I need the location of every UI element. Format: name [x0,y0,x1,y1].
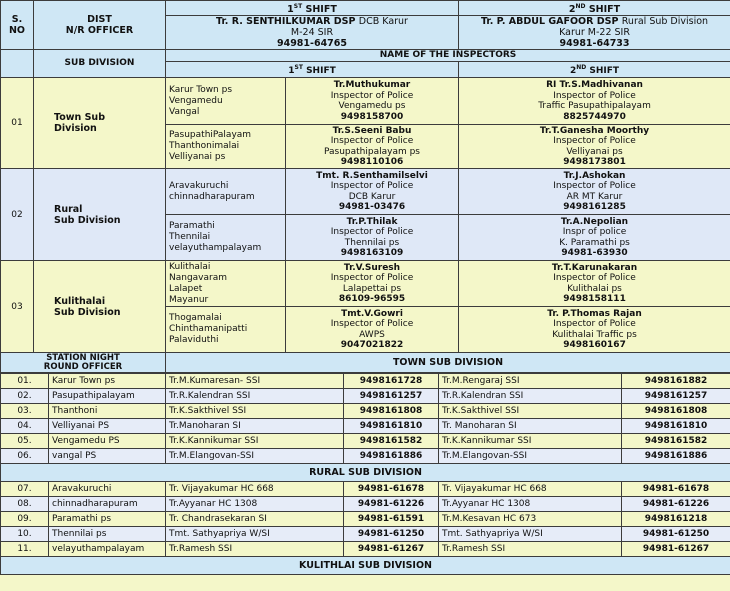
shift2-officer-phone: 9498161882 [622,374,730,389]
division-name-line1: Rural [54,203,83,215]
station-sno: 06. [1,449,49,464]
inspector-phone: 94981-03476 [338,202,406,213]
shift1-officer-name: Tr. Chandrasekaran SI [166,512,344,527]
shift1-num: 1 [287,4,294,16]
nr-officer-label: N/R OFFICER [65,25,134,37]
inspector-name: Tr.J.Ashokan [563,170,626,181]
ins-shift1-word: SHIFT [306,66,336,77]
inspector-phone: 9498110106 [340,157,404,168]
shift1-officer-name: Tr.Ramesh SSI [166,542,344,557]
ins-shift2-sup: ND [576,64,587,72]
inspector-name: Tmt.V.Gowri [341,308,403,319]
shift1-officer-name: Tr. Vijayakumar HC 668 [166,482,344,497]
inspector-shift2 [459,307,730,353]
division-row [1,169,730,215]
inspector-phone: 9498160167 [563,340,626,351]
shift2-officer-name: Tr.M.Rengaraj SSI [439,374,622,389]
shift1-officer-name: Tmt. Sathyapriya W/SI [166,527,344,542]
station-header-line2: ROUND OFFICER [43,361,123,372]
area-line: chinnadharapuram [169,191,255,202]
shift1-officer-name: Tr.M.Kumaresan- SSI [166,374,344,389]
shift2-dsp-unit: Rural Sub Division [621,16,709,28]
inspector-name: Tr. P.Thomas Rajan [547,308,642,319]
subheader-row-1 [1,50,730,62]
inspector-name: Tr.P.Thilak [346,216,398,227]
station-name: Karur Town ps [49,374,166,389]
shift1-word: SHIFT [305,4,337,16]
subheader-blank [1,50,34,78]
shift2-dsp-phone: 94981-64733 [559,38,630,50]
ins-shift2-num: 2 [569,66,577,77]
inspector-rank: Inspector of Police [553,90,636,101]
area-line: Nangavaram [169,272,228,283]
inspector-phone: 9498161285 [563,202,626,213]
shift2-officer [459,1,730,50]
station-name: Velliyanai PS [49,419,166,434]
shift1-dsp-unit: DCB Karur [358,16,408,28]
division-name-line1: Town Sub [54,112,105,124]
division-name-line1: Kulithalai [54,295,106,307]
station-row [1,497,730,512]
shift2-officer-name: Tr.R.Kalendran SSI [439,389,622,404]
division-name [34,261,166,353]
area-line: Thogamalai [169,313,222,324]
night-round-table [0,373,730,575]
shift1-title [166,1,458,16]
station-name: Aravakuruchi [49,482,166,497]
shift1-dsp-phone: 94981-64765 [276,38,348,50]
shift1-officer-phone: 9498161810 [344,419,439,434]
inspector-station: Kulithalai ps [567,283,622,294]
station-sno: 04. [1,419,49,434]
inspector-station: Vengamedu ps [338,101,406,112]
station-name: chinnadharapuram [49,497,166,512]
inspector-phone: 9047021822 [340,340,404,351]
inspector-rank: Inspector of Police [553,136,636,147]
station-sno: 09. [1,512,49,527]
inspector-station: Pasupathipalayam ps [323,146,420,157]
station-name: velayuthampalayam [49,542,166,557]
shift1-officer-phone: 9498161808 [344,404,439,419]
shift2-officer-name: Tr.M.Kesavan HC 673 [439,512,622,527]
inspectors-header: NAME OF THE INSPECTORS [166,50,730,62]
shift1-officer-name: Tr.K.Kannikumar SSI [166,434,344,449]
shift2-officer-name: Tr.M.Elangovan-SSI [439,449,622,464]
shift2-num: 2 [568,4,576,16]
shift2-officer-phone: 9498161582 [622,434,730,449]
area-line: Kulithalai [169,261,211,272]
inspector-shift1 [286,125,459,169]
shift1-officer-phone: 9498161257 [344,389,439,404]
inspector-phone: 9498173801 [563,157,626,168]
station-name: Pasupathipalayam [49,389,166,404]
ins-shift1-sup: ST [294,64,303,72]
sno-header: S. NO [1,1,34,50]
inspector-rank: Inspector of Police [330,227,414,238]
inspector-rank: Inspector of Police [553,319,636,330]
inspector-station: Traffic Pasupathipalayam [538,101,651,112]
shift1-officer-phone: 94981-61226 [344,497,439,512]
area-line: Vengamedu [169,95,223,106]
inspector-shift1 [286,307,459,353]
station-row [1,527,730,542]
shift2-officer-name: Tr. Manoharan SI [439,419,622,434]
area-cell [166,78,286,125]
shift2-officer-name: Tr.Ramesh SSI [439,542,622,557]
inspector-name: Tr.T.Karunakaran [551,262,638,273]
shift2-officer-phone: 94981-61226 [622,497,730,512]
shift2-officer-phone: 9498161218 [622,512,730,527]
inspector-rank: Inspector of Police [330,319,414,330]
dist-officer-header [34,1,166,50]
area-line: Aravakuruchi [169,180,229,191]
division-sno: 03 [1,261,34,353]
area-line: Palaviduthi [169,335,219,346]
division-name [34,78,166,169]
area-line: Karur Town ps [169,84,233,95]
station-name: vangal PS [49,449,166,464]
station-sno: 05. [1,434,49,449]
town-sub-division-band: TOWN SUB DIVISION [166,353,730,373]
inspector-rank: Inspector of Police [330,90,414,101]
shift2-officer-phone: 94981-61678 [622,482,730,497]
area-line: Thennilai [169,232,211,243]
division-name-line2: Division [54,123,97,135]
inspector-name: Tr.Muthukumar [333,80,411,91]
inspector-rank: Inspector of Police [330,273,414,284]
inspectors-shift1-header [166,62,459,78]
shift1-officer-phone: 94981-61591 [344,512,439,527]
inspector-shift2 [459,169,730,215]
station-name: Thanthoni [49,404,166,419]
station-header-line1: STATION NIGHT [46,352,120,363]
division-sno: 02 [1,169,34,261]
inspector-phone: 8825744970 [563,111,626,122]
shift2-title [459,1,730,16]
shift1-sup: ST [293,3,303,10]
town-rows [1,374,730,464]
inspector-rank: Inspr of police [562,227,627,238]
station-sno: 07. [1,482,49,497]
inspector-name: Tr.T.Ganesha Moorthy [539,125,650,136]
area-line: Lalapet [169,283,203,294]
shift2-sup: ND [575,3,586,10]
station-row [1,389,730,404]
shift2-officer-phone: 94981-61250 [622,527,730,542]
header-row [1,1,730,50]
shift2-officer-name: Tr.K.Sakthivel SSI [439,404,622,419]
station-sno: 03. [1,404,49,419]
sub-division-header: SUB DIVISION [34,50,166,78]
station-name: Paramathi ps [49,512,166,527]
shift2-officer-phone: 9498161886 [622,449,730,464]
station-sno: 02. [1,389,49,404]
station-row [1,542,730,557]
division-row [1,261,730,307]
inspector-phone: 9498163109 [340,248,404,259]
division-name-line2: Sub Division [54,306,121,318]
shift2-officer-name: Tr. Vijayakumar HC 668 [439,482,622,497]
division-row [1,78,730,125]
inspector-shift1 [286,215,459,261]
shift1-officer-name: Tr.K.Sakthivel SSI [166,404,344,419]
shift1-officer [166,1,459,50]
inspector-station: AR MT Karur [566,191,623,202]
shift1-officer-phone: 94981-61250 [344,527,439,542]
dist-label: DIST [87,14,112,26]
rural-rows [1,482,730,557]
station-night-round-header [1,353,166,373]
shift2-officer-name: Tmt. Sathyapriya W/SI [439,527,622,542]
inspector-station: Lalapettai ps [342,283,402,294]
station-name: Thennilai ps [49,527,166,542]
shift2-dsp-name: Tr. P. ABDUL GAFOOR DSP [480,16,619,28]
inspector-shift1 [286,169,459,215]
inspector-name: RI Tr.S.Madhivanan [546,80,643,91]
rural-sub-division-band: RURAL SUB DIVISION [1,464,730,482]
station-row [1,374,730,389]
station-row [1,512,730,527]
shift2-officer-phone: 9498161810 [622,419,730,434]
station-sno: 08. [1,497,49,512]
inspector-name: Tr.A.Nepolian [560,216,629,227]
station-row [1,434,730,449]
area-line: Velliyanai ps [169,152,226,163]
shift1-officer-phone: 9498161886 [344,449,439,464]
area-line: Vangal [169,106,200,117]
station-sno: 01. [1,374,49,389]
inspector-phone: 9498158700 [340,111,404,122]
shift2-dsp-sub: Karur M-22 SIR [559,27,630,39]
inspectors-shift2-header [459,62,730,78]
shift1-dsp-sub: M-24 SIR [290,27,334,39]
inspector-phone: 86109-96595 [338,294,406,305]
shift2-officer-name: Tr.Ayyanar HC 1308 [439,497,622,512]
ins-shift1-num: 1 [288,66,295,77]
station-row [1,482,730,497]
station-sno: 10. [1,527,49,542]
inspector-rank: Inspector of Police [553,273,636,284]
station-row [1,449,730,464]
inspector-phone: 94981-63930 [561,248,628,259]
shift1-officer-name: Tr.Manoharan SI [166,419,344,434]
area-cell [166,215,286,261]
area-line: velayuthampalayam [169,243,262,254]
inspector-station: DCB Karur [348,191,396,202]
shift1-officer-name: Tr.M.Elangovan-SSI [166,449,344,464]
ins-shift2-word: SHIFT [589,66,620,77]
inspector-station: Thennilai ps [344,237,400,248]
shift1-officer-phone: 9498161728 [344,374,439,389]
shift2-officer-name: Tr.K.Kannikumar SSI [439,434,622,449]
division-sno: 01 [1,78,34,169]
area-line: Thanthonimalai [169,141,240,152]
inspector-name: Tr.S.Seeni Babu [332,125,412,136]
inspector-station: Velliyanai ps [566,146,623,157]
area-cell [166,307,286,353]
shift2-word: SHIFT [588,4,621,16]
shift1-officer-phone: 94981-61678 [344,482,439,497]
inspector-rank: Inspector of Police [330,136,414,147]
kulithalai-sub-division-band: KULITHLAI SUB DIVISION [1,557,730,575]
area-cell [166,125,286,169]
station-header-row [1,353,730,373]
inspector-shift1 [286,261,459,307]
area-line: Mayanur [169,294,209,305]
inspector-shift2 [459,78,730,125]
shift2-officer-phone: 9498161257 [622,389,730,404]
station-sno: 11. [1,542,49,557]
shift2-officer-phone: 9498161808 [622,404,730,419]
shift1-dsp-name: Tr. R. SENTHILKUMAR DSP [216,16,356,28]
inspector-name: Tr.V.Suresh [343,262,401,273]
area-line: Paramathi [169,221,215,232]
inspector-station: Kulithalai Traffic ps [552,329,637,340]
inspector-phone: 9498158111 [563,294,626,305]
shift1-officer-phone: 9498161582 [344,434,439,449]
area-line: PasupathiPalayam [169,130,252,141]
inspector-rank: Inspector of Police [330,181,414,192]
kulithalai-band-row [1,557,730,575]
inspector-shift2 [459,261,730,307]
division-name [34,169,166,261]
area-cell [166,169,286,215]
shift1-officer-phone: 94981-61267 [344,542,439,557]
inspector-station: AWPS [359,329,385,340]
shift2-officer-phone: 94981-61267 [622,542,730,557]
rural-band-row [1,464,730,482]
inspector-shift2 [459,215,730,261]
station-name: Vengamedu PS [49,434,166,449]
area-cell [166,261,286,307]
shift1-officer-name: Tr.Ayyanar HC 1308 [166,497,344,512]
division-name-line2: Sub Division [54,214,121,226]
area-line: Chinthamanipatti [169,324,248,335]
shift1-officer-name: Tr.R.Kalendran SSI [166,389,344,404]
inspector-station: K. Paramathi ps [559,237,630,248]
inspector-shift1 [286,78,459,125]
inspector-shift2 [459,125,730,169]
station-row [1,404,730,419]
station-row [1,419,730,434]
inspector-rank: Inspector of Police [553,181,636,192]
inspector-name: Tmt. R.Senthamilselvi [316,170,428,181]
